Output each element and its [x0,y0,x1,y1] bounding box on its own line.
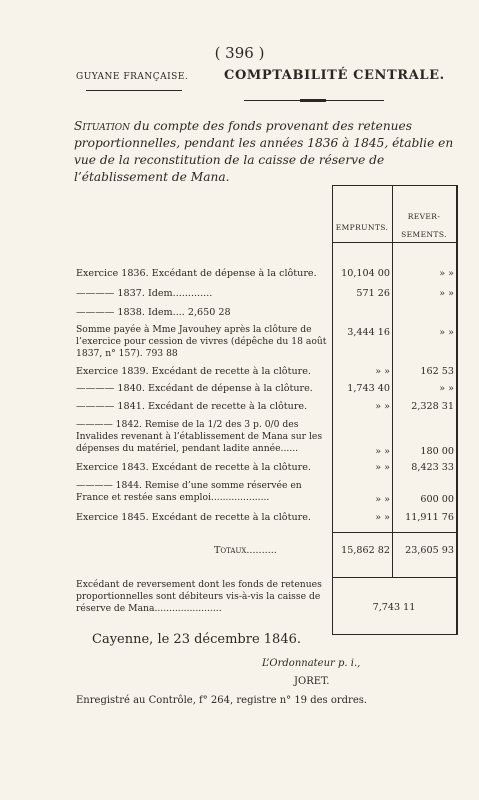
column-header-reversements-2: SEMENTS. [401,230,447,239]
table-row-emprunts: » » [375,512,390,523]
signature: JORET. [294,676,330,687]
table-row-reversements: 2,328 31 [411,401,454,412]
table-header-rule [332,242,458,243]
header-rule-ornament [300,99,326,102]
table-row-label: ———— 1841. Excédant de recette à la clôture. [76,401,308,412]
title-lead: Situation [74,119,131,133]
table-row-label: ———— 1838. Idem.... 2,650 28 [76,307,231,318]
table-row-label: Exercice 1836. Excédant de dépense à la clôture. [76,268,317,279]
table-row-label: Somme payée à Mme Javouhey après la clôture de l’exercice pour cession de vivres (dépêche du 18 août 1837, n° 157). 793 88 [76,324,327,359]
page-number: ( 396 ) [214,44,265,62]
table-totals-rule [332,532,458,533]
header-rule-left [86,90,182,91]
table-top-rule [332,185,458,186]
table-end-rule [332,634,458,635]
place-date: Cayenne, le 23 décembre 1846. [92,632,301,647]
table-row-reversements: 8,423 33 [411,462,454,473]
table-row-label: Exercice 1845. Excédant de recette à la clôture. [76,512,311,523]
table-row-reversements: 600 00 [420,494,454,505]
table-row-emprunts: 571 26 [356,288,390,299]
table-left-border [332,185,333,635]
header-section: COMPTABILITÉ CENTRALE. [224,68,445,83]
column-header-reversements-1: REVER- [407,212,441,221]
table-row-label: ———— 1842. Remise de la 1/2 des 3 p. 0/0 des Invalides revenant à l’établissement de Mana sur les dépenses du matériel, pendant ladite année...... [76,419,323,454]
table-row-emprunts: » » [375,401,390,412]
table-row-emprunts: 3,444 16 [347,327,390,338]
title-rest: du compte des fonds provenant des retenues proportionnelles, pendant les années 1836 à 1845, établie en vue de la reconstitution de la caisse de réserve de l’établissement de Mana. [74,119,454,184]
table-row-reversements: 11,911 76 [405,512,454,523]
table-row-emprunts: 1,743 40 [347,383,390,394]
ordonnateur-role: L’Ordonnateur p. i., [262,658,361,669]
header-colony: GUYANE FRANÇAISE. [76,72,189,82]
table-row-emprunts: 10,104 00 [341,268,390,279]
table-row-reversements: 162 53 [420,366,454,377]
table-row-label: ———— 1844. Remise d’une somme réservée en France et restée sans emploi.................... [76,480,302,503]
table-row-label: ———— 1837. Idem............. [76,288,213,299]
column-header-emprunts: EMPRUNTS. [335,223,389,232]
table-row-emprunts: » » [375,446,390,457]
table-right-border [456,185,458,635]
table-row-label: Exercice 1843. Excédant de recette à la clôture. [76,462,311,473]
table-row-emprunts: » » [375,462,390,473]
table-bottom-rule [332,577,458,578]
table-row-reversements: » » [439,327,454,338]
table-row-reversements: 180 00 [420,446,454,457]
excedant-label: Excédant de reversement dont les fonds de retenues proportionnelles sont débiteurs vis-à-vis la caisse de réserve de Mana....................... [76,579,322,614]
table-row-label: ———— 1840. Excédant de dépense à la clôture. [76,383,313,394]
excedant-value: 7,743 11 [372,602,416,613]
totals-emprunts: 15,862 82 [341,545,390,556]
totals-label: Totaux.......... [214,545,277,556]
table-row-label: Exercice 1839. Excédant de recette à la clôture. [76,366,311,377]
table-row-reversements: » » [439,383,454,394]
table-row-reversements: » » [439,288,454,299]
registration-note: Enregistré au Contrôle, f° 264, registre n° 19 des ordres. [76,695,368,706]
totals-reversements: 23,605 93 [405,545,454,556]
table-row-reversements: » » [439,268,454,279]
document-title [74,118,454,186]
table-row-emprunts: » » [375,366,390,377]
table-row-emprunts: » » [375,494,390,505]
